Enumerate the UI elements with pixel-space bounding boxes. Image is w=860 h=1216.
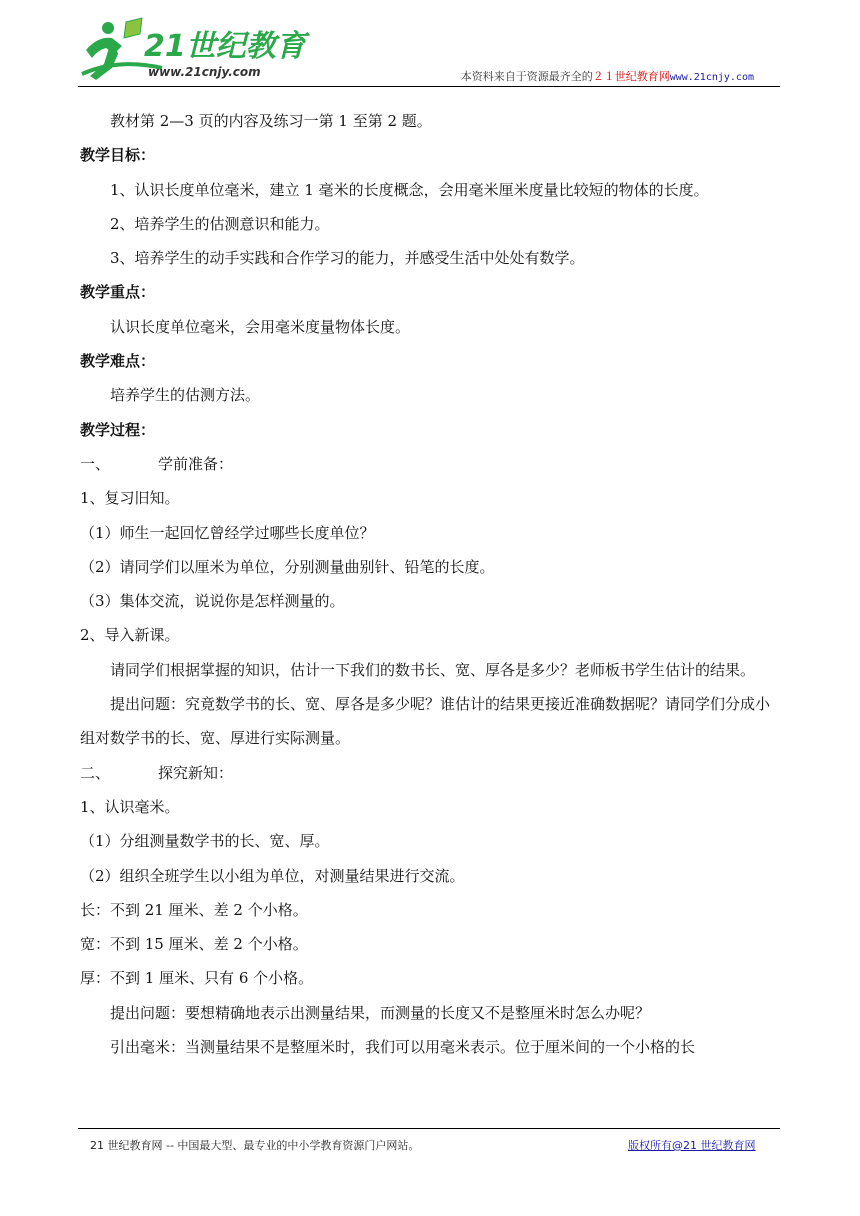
paragraph: 引出毫米：当测量结果不是整厘米时，我们可以用毫米表示。位于厘米间的一个小格的长 (110, 1038, 696, 1057)
paragraph (80, 653, 782, 687)
section-title: 探究新知： (158, 763, 234, 782)
document-body (80, 104, 782, 1064)
paragraph: 3、培养学生的动手实践和合作学习的能力，并感受生活中处处有数学。 (110, 249, 585, 268)
paragraph: 认识长度单位毫米，会用毫米度量物体长度。 (110, 317, 411, 336)
svg-text:21世纪教育: 21世纪教育 (144, 29, 306, 64)
page-header (78, 14, 780, 90)
header-divider (78, 86, 780, 87)
header-note-brand: ２１世纪教育网 (592, 70, 670, 83)
header-note-prefix: 本资料来自于资源最齐全的 (460, 70, 593, 83)
paragraph: （2）组织全班学生以小组为单位，对测量结果进行交流。 (80, 866, 465, 885)
paragraph: 长：不到 21 厘米、差 2 个小格。 (80, 900, 308, 919)
section-heading-1 (80, 447, 782, 481)
paragraph: 宽：不到 15 厘米、差 2 个小格。 (80, 935, 308, 954)
heading-key-points: 教学重点： (80, 283, 156, 302)
paragraph-text: 请同学们根据掌握的知识，估计一下我们的数书长、宽、厚各是多少？老师板书学生估计的结果。 (110, 660, 756, 679)
paragraph: 培养学生的估测方法。 (110, 386, 261, 405)
section-number: 二、 (80, 763, 111, 782)
footer-site-note: 21 世纪教育网 -- 中国最大型、最专业的中小学教育资源门户网站。 (90, 1139, 420, 1152)
section-number: 一、 (80, 454, 111, 473)
paragraph: （2）请同学们以厘米为单位，分别测量曲别针、铅笔的长度。 (80, 557, 495, 576)
heading-process: 教学过程： (80, 420, 156, 439)
paragraph: 教材第 2—3 页的内容及练习一第 1 至第 2 题。 (110, 112, 432, 130)
paragraph: 2、导入新课。 (80, 626, 180, 645)
paragraph: （3）集体交流，说说你是怎样测量的。 (80, 592, 345, 611)
paragraph: 1、认识毫米。 (80, 797, 180, 816)
footer-divider (78, 1128, 780, 1129)
paragraph: （1）师生一起回忆曾经学过哪些长度单位？ (80, 523, 375, 542)
header-source-note (461, 68, 754, 84)
heading-difficulties: 教学难点： (80, 352, 156, 371)
paragraph: （1）分组测量数学书的长、宽、厚。 (80, 832, 330, 851)
paragraph: 2、培养学生的估测意识和能力。 (110, 214, 330, 233)
paragraph: 提出问题：要想精确地表示出测量结果，而测量的长度又不是整厘米时怎么办呢？ (110, 1003, 651, 1022)
header-note-url[interactable]: www.21cnjy.com (669, 72, 754, 83)
paragraph (80, 687, 782, 756)
paragraph: 1、认识长度单位毫米，建立 1 毫米的长度概念，会用毫米厘米度量比较短的物体的长度。 (110, 180, 709, 199)
section-heading-2 (80, 756, 782, 790)
footer-copyright-link[interactable]: 版权所有@21 世纪教育网 (628, 1139, 756, 1152)
paragraph: 1、复习旧知。 (80, 489, 180, 508)
svg-text:www.21cnjy.com: www.21cnjy.com (148, 65, 261, 79)
heading-objectives: 教学目标： (80, 146, 156, 165)
paragraph-text: 提出问题：究竟数学书的长、宽、厚各是多少呢？谁估计的结果更接近准确数据呢？请同学们分成小组对数学书的长、宽、厚进行实际测量。 (80, 695, 771, 748)
paragraph: 厚：不到 1 厘米、只有 6 个小格。 (80, 969, 314, 988)
logo-21cnjy (78, 14, 318, 86)
section-title: 学前准备： (158, 454, 234, 473)
